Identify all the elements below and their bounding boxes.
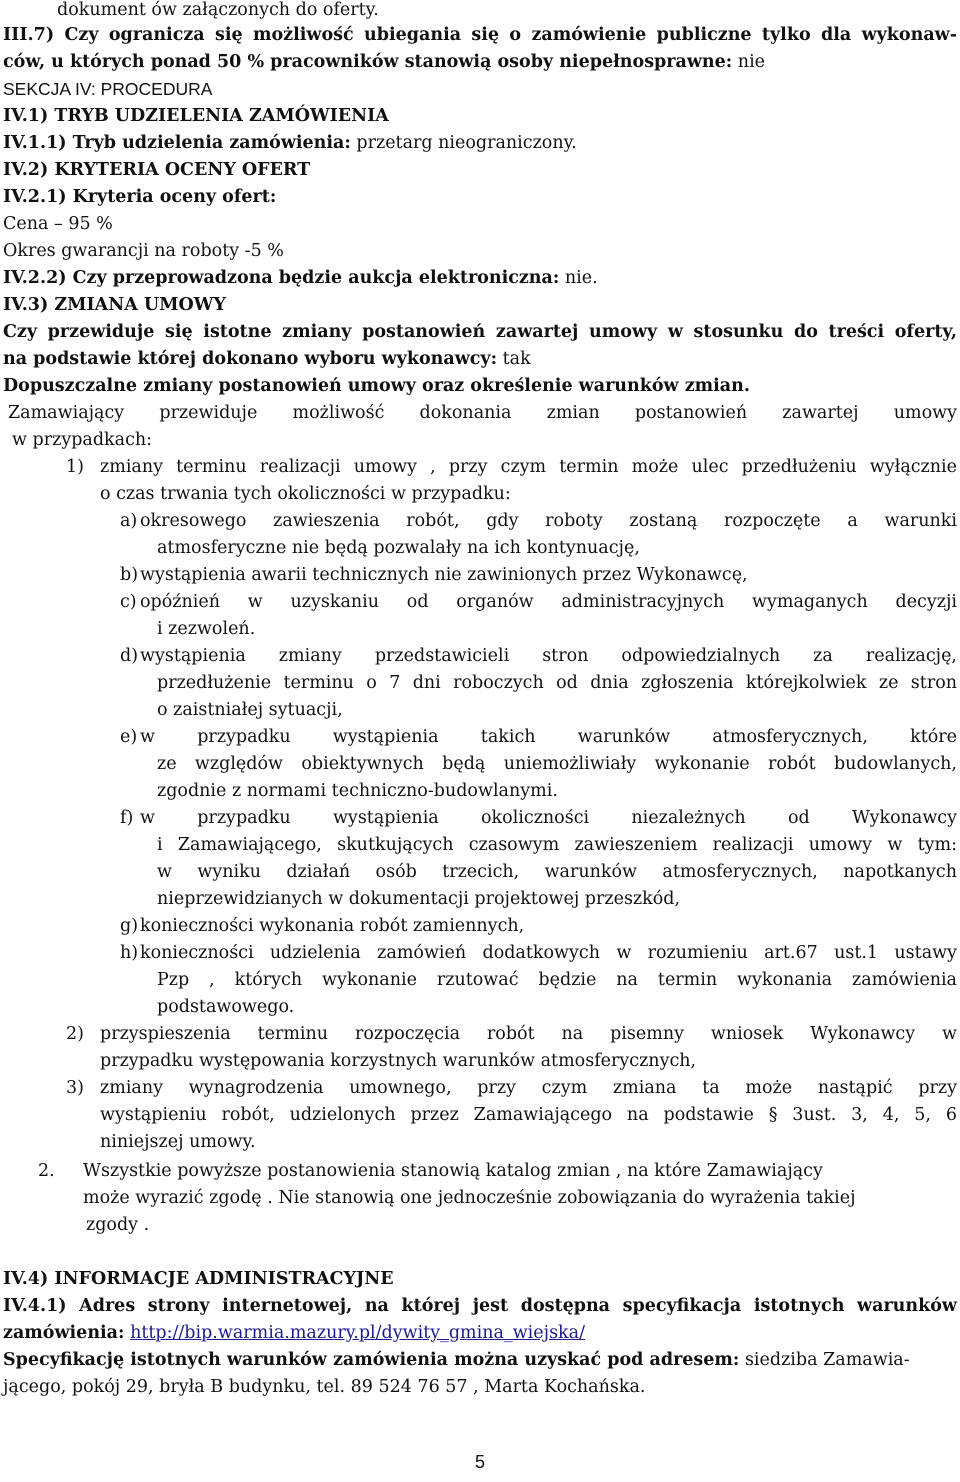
section-iv11 [3,130,957,157]
item-2-number: 2) [66,1024,84,1044]
section-iv11-label: IV.1.1) Tryb udzielenia zamówienia: [3,133,351,153]
item-e-line3: zgodnie z normami techniczno-budowlanymi. [157,781,558,801]
section-iv41-line2 [3,1320,957,1347]
changes-question-line2 [3,346,957,373]
item-f-line2: i Zamawiającego, skutkujących czasowym zawieszeniem realizacji umowy w tym: [157,835,957,855]
item-f-line4: nieprzewidzianych w dokumentacji projektowej przeszkód, [157,889,681,909]
section-iii7-answer: nie [732,52,766,72]
item-g-letter: g) [120,916,139,936]
item-h-line2: Pzp , których wykonanie rzutować będzie na termin wykonania zamówienia [157,970,957,990]
point-2-line1: Wszystkie powyższe postanowienia stanowią katalog zmian , na które Zamawiający [83,1161,823,1181]
section-iv4-heading: IV.4) INFORMACJE ADMINISTRACYJNE [3,1269,394,1289]
item-3-line1: zmiany wynagrodzenia umownego, przy czym zmiana ta może nastąpić przy [100,1078,957,1098]
section-iii7-heading: III.7) Czy ogranicza się możliwość ubiegania się o zamówienie publiczne tylko dla wykonaw- [3,25,957,45]
section-iii7-label: ców, u których ponad 50 % pracowników stanowią osoby niepełnosprawne: [3,52,733,72]
section-iv-title: SEKCJA IV: PROCEDURA [3,79,213,99]
spec-address-value: siedziba Zamawia- [739,1350,910,1370]
line-attachments: dokument ów załączonych do oferty. [57,0,379,20]
item-c-line1: opóźnień w uzyskaniu od organów administracyjnych wymaganych decyzji [140,592,957,612]
allowed-changes-heading: Dopuszczalne zmiany postanowień umowy oraz określenie warunków zmian. [3,376,750,396]
changes-question-line1: Czy przewiduje się istotne zmiany postanowień zawartej umowy w stosunku do treści oferty, [3,322,957,342]
item-2-line2: przypadku występowania korzystnych warunków atmosferycznych, [100,1051,697,1071]
item-1-line2: o czas trwania tych okoliczności w przypadku: [100,484,511,504]
section-iv11-value: przetarg nieograniczony. [350,133,577,153]
item-3-number: 3) [66,1078,84,1098]
item-3-line2: wystąpieniu robót, udzielonych przez Zamawiającego na podstawie § 3ust. 3, 4, 5, 6 [100,1105,957,1125]
item-e-line1: w przypadku wystąpienia takich warunków atmosferycznych, które [140,727,957,747]
item-b-line1: wystąpienia awarii technicznych nie zawinionych przez Wykonawcę, [140,565,748,585]
item-2-line1: przyspieszenia terminu rozpoczęcia robót na pisemny wniosek Wykonawcy w [100,1024,957,1044]
section-iv21-heading: IV.2.1) Kryteria oceny ofert: [3,187,277,207]
changes-question-label: na podstawie której dokonano wyboru wykonawcy: [3,349,498,369]
item-d-letter: d) [120,646,139,666]
item-d-line3: o zaistniałej sytuacji, [157,700,343,720]
contracting-intro-line1: Zamawiający przewiduje możliwość dokonania zmian postanowień zawartej umowy [8,403,957,423]
criterion-price: Cena – 95 % [3,214,113,234]
item-f-line3: w wyniku działań osób trzecich, warunków atmosferycznych, napotkanych [157,862,957,882]
criterion-warranty: Okres gwarancji na roboty -5 % [3,241,284,261]
spec-address-label: Specyfikację istotnych warunków zamówienia można uzyskać pod adresem: [3,1350,740,1370]
changes-question-answer: tak [497,349,531,369]
item-d-line2: przedłużenie terminu o 7 dni roboczych od dnia zgłoszenia którejkolwiek ze stron [157,673,957,693]
point-2-number: 2. [38,1161,55,1181]
item-f-line1: w przypadku wystąpienia okoliczności niezależnych od Wykonawcy [140,808,957,828]
spec-address-line1 [3,1347,957,1374]
item-a-line1: okresowego zawieszenia robót, gdy roboty zostaną rozpoczęte a warunki [140,511,957,531]
item-a-line2: atmosferyczne nie będą pozwalały na ich kontynuację, [157,538,640,558]
item-d-line1: wystąpienia zmiany przedstawicieli stron odpowiedzialnych za realizację, [140,646,957,666]
item-h-letter: h) [120,943,139,963]
item-e-letter: e) [120,727,138,747]
section-iv22 [3,265,957,292]
section-iv22-label: IV.2.2) Czy przeprowadzona będzie aukcja elektroniczna: [3,268,560,288]
item-h-line1: konieczności udzielenia zamówień dodatkowych w rozumieniu art.67 ust.1 ustawy [140,943,957,963]
section-iv22-value: nie. [559,268,598,288]
item-3-line3: niniejszej umowy. [100,1132,256,1152]
item-h-line3: podstawowego. [157,997,295,1017]
item-1-line1: zmiany terminu realizacji umowy , przy czym termin może ulec przedłużeniu wyłącznie [100,457,957,477]
section-iv3-heading: IV.3) ZMIANA UMOWY [3,295,226,315]
section-iv1-heading: IV.1) TRYB UDZIELENIA ZAMÓWIENIA [3,106,389,126]
item-f-letter: f) [120,808,134,828]
section-iv41-label: zamówienia: [3,1323,125,1343]
item-b-letter: b) [120,565,139,585]
item-c-letter: c) [120,592,137,612]
section-iii7-question [3,49,957,76]
point-2-line3: zgody . [86,1215,150,1235]
item-a-letter: a) [120,511,138,531]
section-iv2-heading: IV.2) KRYTERIA OCENY OFERT [3,160,311,180]
point-2-line2: może wyrazić zgodę . Nie stanowią one jednocześnie zobowiązania do wyrażenia takiej [83,1188,856,1208]
item-c-line2: i zezwoleń. [157,619,256,639]
spec-address-line2: jącego, pokój 29, bryła B budynku, tel. 89 524 76 57 , Marta Kochańska. [3,1377,646,1397]
item-1-number: 1) [66,457,84,477]
item-g-line1: konieczności wykonania robót zamiennych, [140,916,525,936]
item-e-line2: ze względów obiektywnych będą uniemożliwiały wykonanie robót budowlanych, [157,754,957,774]
contracting-intro-line2: w przypadkach: [12,430,153,450]
section-iv41-line1: IV.4.1) Adres strony internetowej, na której jest dostępna specyfikacja istotnych warunków [3,1296,957,1316]
page-number: 5 [474,1452,485,1472]
bip-link[interactable]: http://bip.warmia.mazury.pl/dywity_gmina_wiejska/ [130,1323,585,1343]
